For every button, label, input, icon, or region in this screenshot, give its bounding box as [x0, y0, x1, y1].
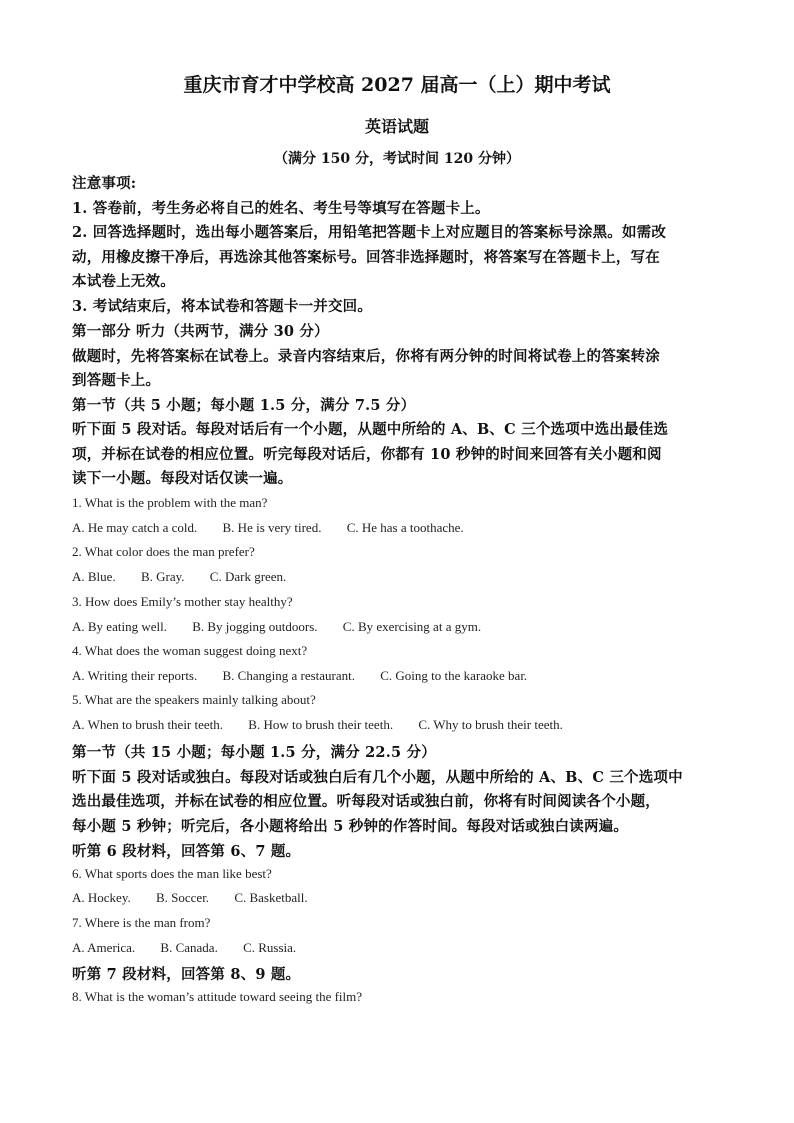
option-b: B. By jogging outdoors. — [192, 619, 318, 634]
question-4-options — [72, 668, 527, 684]
section1-desc-line-1: 听下面 5 段对话。每段对话后有一个小题，从题中所给的 A、B、C 三个选项中选出最佳选 — [72, 421, 669, 438]
instruction-item-2-line-3: 本试卷上无效。 — [72, 273, 175, 290]
option-a: A. Blue. — [72, 569, 116, 584]
score-note: （满分 150 分，考试时间 120 分钟） — [274, 151, 520, 167]
option-c: C. Going to the karaoke bar. — [380, 668, 528, 683]
instruction-item-2-line-2: 动，用橡皮擦干净后，再选涂其他答案标号。回答非选择题时，将答案写在答题卡上，写在 — [72, 249, 660, 266]
question-3-options — [72, 619, 481, 635]
question-1: 1. What is the problem with the man? — [72, 495, 268, 510]
option-c: C. Basketball. — [234, 890, 308, 905]
question-3: 3. How does Emily’s mother stay healthy? — [72, 594, 293, 609]
option-c: C. Why to brush their teeth. — [418, 717, 563, 732]
option-a: A. He may catch a cold. — [72, 520, 198, 535]
option-a: A. Hockey. — [72, 890, 131, 905]
question-2: 2. What color does the man prefer? — [72, 544, 255, 559]
section1-heading: 第一节（共 5 小题；每小题 1.5 分，满分 7.5 分） — [72, 397, 416, 414]
subject-title: 英语试题 — [364, 117, 429, 136]
part1-desc-line-2: 到答题卡上。 — [72, 372, 161, 389]
option-b: B. He is very tired. — [222, 520, 322, 535]
section2-desc-line-2: 选出最佳选项，并标在试卷的相应位置。听每段对话或独白前，你将有时间阅读各个小题， — [72, 793, 660, 810]
option-a: A. By eating well. — [72, 619, 167, 634]
material-7-heading: 听第 7 段材料，回答第 8、9 题。 — [72, 966, 301, 983]
instructions-heading: 注意事项: — [72, 175, 137, 192]
question-4: 4. What does the woman suggest doing next? — [72, 643, 308, 658]
material-6-heading: 听第 6 段材料，回答第 6、7 题。 — [72, 843, 301, 860]
question-2-options — [72, 569, 286, 585]
question-5: 5. What are the speakers mainly talking about? — [72, 692, 316, 707]
option-c: C. He has a toothache. — [346, 520, 464, 535]
exam-title: 重庆市育才中学校高 2027 届高一（上）期中考试 — [183, 74, 611, 96]
part1-desc-line-1: 做题时，先将答案标在试卷上。录音内容结束后，你将有两分钟的时间将试卷上的答案转涂 — [72, 348, 660, 365]
section1-desc-line-2: 项，并标在试卷的相应位置。听完每段对话后，你都有 10 秒钟的时间来回答有关小题和阅 — [72, 446, 662, 463]
option-c: C. Dark green. — [209, 569, 287, 584]
option-a: A. Writing their reports. — [72, 668, 198, 683]
option-a: A. America. — [72, 940, 136, 955]
question-6: 6. What sports does the man like best? — [72, 866, 272, 881]
question-7: 7. Where is the man from? — [72, 915, 211, 930]
option-b: B. Changing a restaurant. — [222, 668, 355, 683]
option-b: B. Gray. — [140, 569, 185, 584]
instruction-item-1: 1. 答卷前，考生务必将自己的姓名、考生号等填写在答题卡上。 — [72, 200, 490, 217]
option-a: A. When to brush their teeth. — [72, 717, 224, 732]
option-b: B. How to brush their teeth. — [248, 717, 394, 732]
instruction-item-2-line-1: 2. 回答选择题时，选出每小题答案后，用铅笔把答题卡上对应题目的答案标号涂黑。如需改 — [72, 224, 667, 241]
question-8: 8. What is the woman’s attitude toward seeing the film? — [72, 989, 363, 1004]
instruction-item-3: 3. 考试结束后，将本试卷和答题卡一并交回。 — [72, 298, 373, 315]
question-7-options — [72, 940, 296, 956]
section2-desc-line-1: 听下面 5 段对话或独白。每段对话或独白后有几个小题，从题中所给的 A、B、C 三个选项中 — [72, 769, 683, 786]
option-b: B. Canada. — [160, 940, 218, 955]
part1-heading: 第一部分 听力（共两节，满分 30 分） — [72, 323, 329, 340]
option-c: C. By exercising at a gym. — [342, 619, 482, 634]
section2-heading: 第一节（共 15 小题；每小题 1.5 分，满分 22.5 分） — [72, 744, 436, 761]
question-6-options — [72, 890, 308, 906]
option-c: C. Russia. — [243, 940, 297, 955]
section2-desc-line-3: 每小题 5 秒钟；听完后，各小题将给出 5 秒钟的作答时间。每段对话或独白读两遍。 — [72, 818, 629, 835]
section1-desc-line-3: 读下一小题。每段对话仅读一遍。 — [72, 470, 293, 487]
question-1-options — [72, 520, 464, 536]
option-b: B. Soccer. — [155, 890, 210, 905]
question-5-options — [72, 717, 563, 733]
